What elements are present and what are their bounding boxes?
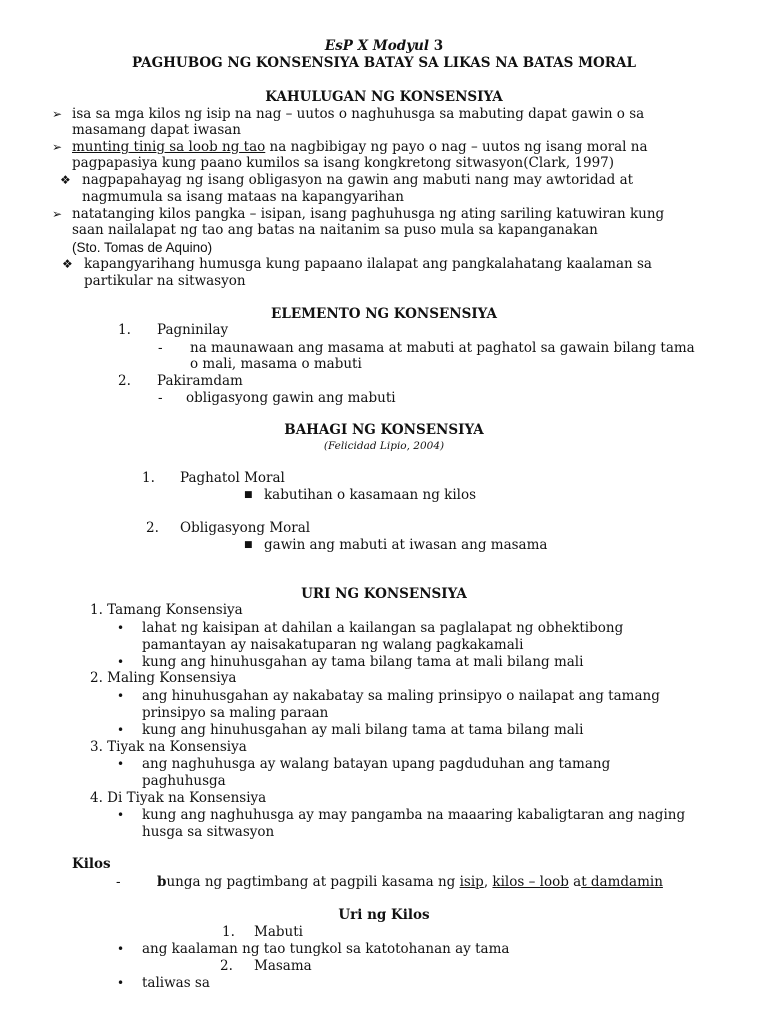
element-pagninilay: Pagninilay: [157, 322, 229, 338]
element-pagninilay-desc-line-2: o mali, masama o mabuti: [190, 356, 362, 372]
uri-di-tiyak-konsensiya: 4. Di Tiyak na Konsensiya: [90, 790, 267, 806]
section-heading-elemento: ELEMENTO NG KONSENSIYA: [271, 306, 497, 322]
element-pagninilay-desc-line-1: na maunawaan ang masama at mabuti at paghatol sa gawain bilang tama: [190, 340, 695, 356]
kilos-mabuti-desc: ang kaalaman ng tao tungkol sa katotohanan ay tama: [142, 941, 510, 957]
section-heading-uri: URI NG KONSENSIYA: [301, 586, 467, 602]
definition-3-citation: (Sto. Tomas de Aquino): [72, 240, 213, 255]
definition-2-line-2: pagpapasiya kung paano kumilos sa isang kongkretong sitwasyon(Clark, 1997): [72, 155, 615, 171]
arrow-bullet-icon: ➢: [52, 207, 63, 221]
element-pakiramdam-desc: obligasyong gawin ang mabuti: [186, 390, 396, 406]
element-pakiramdam: Pakiramdam: [157, 373, 243, 389]
section-heading-bahagi: BAHAGI NG KONSENSIYA: [284, 422, 484, 438]
dash-bullet: -: [158, 340, 163, 356]
uri-maling-desc-2: kung ang hinuhusgahan ay mali bilang tama at tama bilang mali: [142, 722, 584, 738]
section-heading-kahulugan: KAHULUGAN NG KONSENSIYA: [265, 89, 503, 105]
uri-maling-desc-1-line-2: prinsipyo sa maling paraan: [142, 705, 329, 721]
list-number: 2.: [220, 958, 233, 974]
sub-definition-1-line-1: nagpapahayag ng isang obligasyon na gawin ang mabuti nang may awtoridad at: [82, 172, 634, 188]
list-number: 2.: [118, 373, 131, 389]
dot-bullet-icon: •: [117, 689, 125, 703]
diamond-bullet-icon: ❖: [60, 173, 71, 187]
diamond-bullet-icon: ❖: [62, 257, 73, 271]
list-number: 1.: [118, 322, 131, 338]
arrow-bullet-icon: ➢: [52, 140, 63, 154]
bahagi-paghatol-moral-desc: kabutihan o kasamaan ng kilos: [264, 487, 477, 503]
uri-maling-desc-1-line-1: ang hinuhusgahan ay nakabatay sa maling prinsipyo o nailapat ang tamang: [142, 688, 660, 704]
sub-definition-1-line-2: nagmumula sa isang mataas na kapangyarihan: [82, 189, 404, 205]
uri-tamang-desc-1-line-2: pamantayan ay naisakatuparan ng walang pagkakamali: [142, 637, 524, 653]
bahagi-paghatol-moral: Paghatol Moral: [180, 470, 285, 486]
dot-bullet-icon: •: [117, 976, 125, 990]
uri-tiyak-desc-line-2: paghuhusga: [142, 773, 226, 789]
definition-1-line-1: isa sa mga kilos ng isip na nag – uutos o naghuhusga sa mabuting dapat gawin o sa: [72, 106, 645, 122]
uri-tiyak-desc-line-1: ang naghuhusga ay walang batayan upang pagduduhan ang tamang: [142, 756, 611, 772]
bahagi-citation: (Felicidad Lipio, 2004): [323, 440, 445, 452]
uri-di-tiyak-desc-line-1: kung ang naghuhusga ay may pangamba na maaaring kabaligtaran ang naging: [142, 807, 686, 823]
bahagi-obligasyong-moral-desc: gawin ang mabuti at iwasan ang masama: [264, 537, 548, 553]
arrow-bullet-icon: ➢: [52, 107, 63, 121]
kilos-masama-desc: taliwas sa: [142, 975, 210, 991]
dot-bullet-icon: •: [117, 942, 125, 956]
uri-tamang-konsensiya: 1. Tamang Konsensiya: [90, 602, 243, 618]
definition-3-line-1: natatanging kilos pangka – isipan, isang paghuhusga ng ating sariling katuwiran kung: [72, 206, 665, 222]
dot-bullet-icon: •: [117, 808, 125, 822]
definition-3-line-2: saan nailalapat ng tao ang batas na naitanim sa puso mula sa kapanganakan: [72, 222, 598, 238]
list-number: 1.: [222, 924, 235, 940]
uri-tamang-desc-1-line-1: lahat ng kaisipan at dahilan a kailangan sa paglalapat ng obhektibong: [142, 620, 624, 636]
list-number: 2.: [146, 520, 159, 536]
bahagi-obligasyong-moral: Obligasyong Moral: [180, 520, 311, 536]
kilos-mabuti: Mabuti: [254, 924, 303, 940]
sub-definition-2-line-1: kapangyarihang humusga kung papaano ilalapat ang pangkalahatang kaalaman sa: [84, 256, 652, 272]
dot-bullet-icon: •: [117, 757, 125, 771]
square-bullet-icon: ■: [244, 540, 253, 550]
square-bullet-icon: ■: [244, 490, 253, 500]
definition-1-line-2: masamang dapat iwasan: [72, 122, 241, 138]
definition-2-line-1: munting tinig sa loob ng tao na nagbibigay ng payo o nag – uutos ng isang moral na: [72, 139, 648, 155]
uri-tamang-desc-2: kung ang hinuhusgahan ay tama bilang tama at mali bilang mali: [142, 654, 584, 670]
dot-bullet-icon: •: [117, 655, 125, 669]
uri-di-tiyak-desc-line-2: husga sa sitwasyon: [142, 824, 275, 840]
uri-ng-kilos-heading: Uri ng Kilos: [338, 907, 430, 923]
dot-bullet-icon: •: [117, 621, 125, 635]
uri-tiyak-konsensiya: 3. Tiyak na Konsensiya: [90, 739, 247, 755]
list-number: 1.: [142, 470, 155, 486]
dot-bullet-icon: •: [117, 723, 125, 737]
kilos-masama: Masama: [254, 958, 312, 974]
kilos-heading: Kilos: [72, 856, 111, 872]
sub-definition-2-line-2: partikular na sitwasyon: [84, 273, 246, 289]
kilos-definition: bunga ng pagtimbang at pagpili kasama ng isip, kilos – loob at damdamin: [157, 874, 663, 890]
uri-maling-konsensiya: 2. Maling Konsensiya: [90, 670, 237, 686]
dash-bullet: -: [116, 874, 121, 890]
page-title: PAGHUBOG NG KONSENSIYA BATAY SA LIKAS NA BATAS MORAL: [132, 55, 636, 71]
dash-bullet: -: [158, 390, 163, 406]
module-label: EsP X Modyul 3: [324, 38, 444, 54]
